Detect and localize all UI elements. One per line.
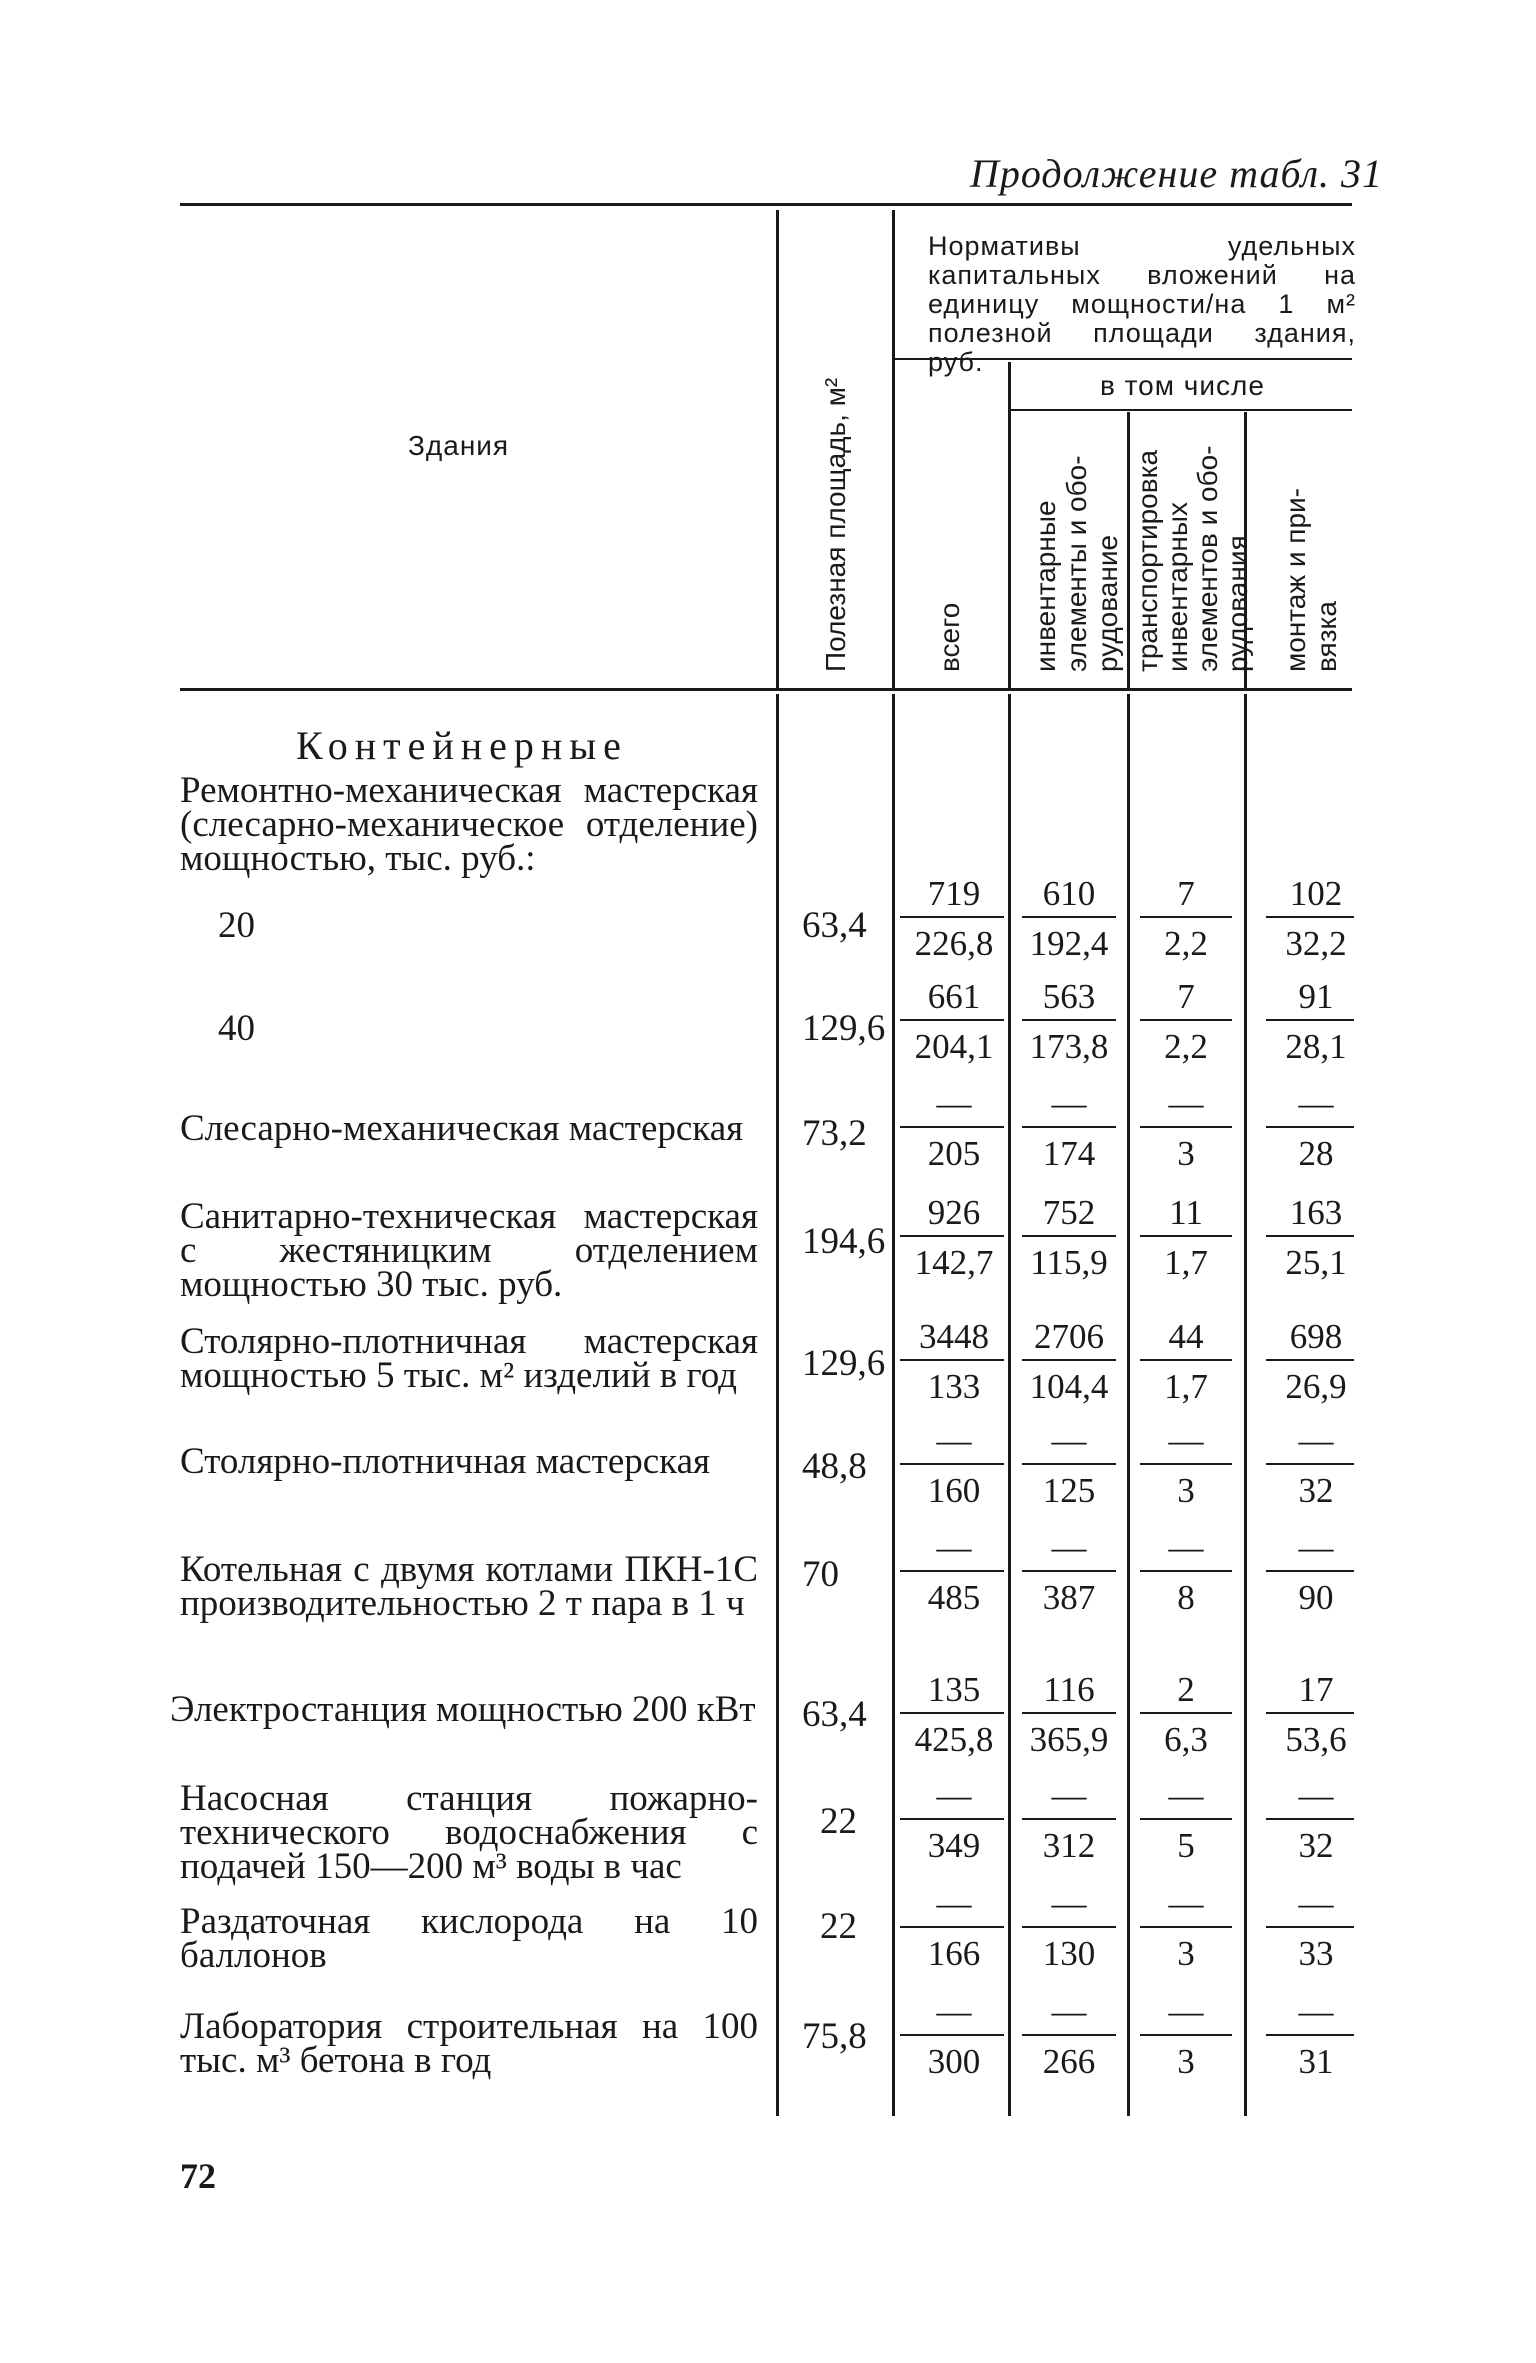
value-total-per-m2: 300 bbox=[927, 2042, 981, 2081]
value-transport-per-unit: 7 bbox=[1177, 977, 1195, 1016]
fraction-bar bbox=[1140, 1818, 1232, 1820]
value-mounting-per-m2: 33 bbox=[1298, 1934, 1334, 1973]
fraction-bar bbox=[1140, 1463, 1232, 1465]
value-mounting-per-m2: 32,2 bbox=[1285, 924, 1347, 963]
fraction-bar bbox=[1266, 1235, 1354, 1237]
value-total-per-m2: 142,7 bbox=[914, 1243, 994, 1282]
value-inventory-per-m2: 312 bbox=[1042, 1826, 1096, 1865]
capacity-label: 20 bbox=[218, 905, 255, 946]
fraction-bar bbox=[1022, 2034, 1116, 2036]
value-total-per-m2: 166 bbox=[927, 1934, 981, 1973]
value-inventory-per-unit: 563 bbox=[1042, 977, 1096, 1016]
value-mounting-per-m2: 53,6 bbox=[1285, 1720, 1347, 1759]
fraction-bar bbox=[1140, 2034, 1232, 2036]
value-transport-per-m2: 5 bbox=[1177, 1826, 1195, 1865]
value-inventory-per-unit: 610 bbox=[1042, 874, 1096, 913]
value-mounting-per-m2: 32 bbox=[1298, 1471, 1334, 1510]
fraction-bar bbox=[1266, 1570, 1354, 1572]
value-transport-per-m2: 3 bbox=[1177, 1134, 1195, 1173]
value-total-per-m2: 160 bbox=[927, 1471, 981, 1510]
column-header-inventory-1: инвентарные bbox=[1030, 500, 1061, 672]
value-mounting-per-unit: — bbox=[1298, 1084, 1334, 1123]
col-divider-transport bbox=[1127, 412, 1130, 688]
value-transport-per-unit: — bbox=[1168, 1084, 1204, 1123]
value-transport-per-unit: — bbox=[1168, 1992, 1204, 2031]
value-total-per-unit: — bbox=[936, 1084, 972, 1123]
value-mounting-per-unit: — bbox=[1298, 1776, 1334, 1815]
value-mounting-per-m2: 90 bbox=[1298, 1578, 1334, 1617]
table-caption: Продолжение табл. 31 bbox=[970, 151, 1384, 196]
fraction-bar bbox=[900, 1818, 1004, 1820]
useful-area: 129,6 bbox=[802, 1008, 886, 1049]
value-inventory-per-m2: 266 bbox=[1042, 2042, 1096, 2081]
value-total-per-unit: — bbox=[936, 1528, 972, 1567]
value-mounting-per-unit: — bbox=[1298, 1992, 1334, 2031]
fraction-bar bbox=[900, 1019, 1004, 1021]
value-mounting-per-m2: 26,9 bbox=[1285, 1367, 1347, 1406]
value-inventory-per-m2: 173,8 bbox=[1029, 1027, 1109, 1066]
value-inventory-per-m2: 192,4 bbox=[1029, 924, 1109, 963]
fraction-bar bbox=[900, 2034, 1004, 2036]
column-header-mounting-1: монтаж и при- bbox=[1280, 488, 1311, 672]
col-divider-total bbox=[892, 210, 895, 688]
value-total-per-unit: — bbox=[936, 1776, 972, 1815]
column-header-useful-area: Полезная площадь, м² bbox=[820, 377, 851, 672]
fraction-bar bbox=[1022, 1019, 1116, 1021]
useful-area: 63,4 bbox=[802, 905, 867, 946]
value-mounting-per-unit: 91 bbox=[1298, 977, 1334, 1016]
value-mounting-per-unit: 163 bbox=[1289, 1193, 1343, 1232]
value-inventory-per-m2: 104,4 bbox=[1029, 1367, 1109, 1406]
value-transport-per-unit: 11 bbox=[1169, 1193, 1203, 1232]
column-header-inventory-2: элементы и обо- bbox=[1061, 455, 1092, 672]
value-total-per-m2: 204,1 bbox=[914, 1027, 994, 1066]
fraction-bar bbox=[1140, 1235, 1232, 1237]
fraction-bar bbox=[1022, 916, 1116, 918]
useful-area: 48,8 bbox=[802, 1446, 867, 1487]
fraction-bar bbox=[1140, 1359, 1232, 1361]
building-name: Столярно-плотничная мастерская bbox=[180, 1441, 711, 1482]
fraction-bar bbox=[900, 916, 1004, 918]
fraction-bar bbox=[1022, 1463, 1116, 1465]
column-header-including: в том числе bbox=[1100, 370, 1265, 401]
value-mounting-per-unit: 102 bbox=[1289, 874, 1343, 913]
value-total-per-m2: 485 bbox=[927, 1578, 981, 1617]
fraction-bar bbox=[900, 1359, 1004, 1361]
fraction-bar bbox=[1022, 1235, 1116, 1237]
fraction-bar bbox=[1266, 1818, 1354, 1820]
useful-area: 70 bbox=[802, 1554, 839, 1595]
value-mounting-per-m2: 25,1 bbox=[1285, 1243, 1347, 1282]
fraction-bar bbox=[1022, 1712, 1116, 1714]
fraction-bar bbox=[1140, 916, 1232, 918]
value-total-per-unit: 3448 bbox=[919, 1317, 989, 1356]
column-header-buildings: Здания bbox=[408, 430, 510, 461]
page-number: 72 bbox=[180, 2156, 216, 2196]
value-inventory-per-unit: 116 bbox=[1043, 1670, 1095, 1709]
value-mounting-per-m2: 28 bbox=[1298, 1134, 1334, 1173]
value-transport-per-m2: 3 bbox=[1177, 2042, 1195, 2081]
value-total-per-unit: 926 bbox=[927, 1193, 981, 1232]
useful-area: 22 bbox=[820, 1801, 857, 1842]
column-header-transport-1: транспортировка bbox=[1132, 449, 1163, 672]
useful-area: 22 bbox=[820, 1906, 857, 1947]
building-name: Слесарно-механическая мастерская bbox=[180, 1108, 744, 1149]
value-inventory-per-unit: — bbox=[1051, 1884, 1087, 1923]
fraction-bar bbox=[1266, 1359, 1354, 1361]
column-header-norms: Нормативы удельных капитальных вложений на единицу мощности/на 1 м² полезной площади здания, руб. bbox=[928, 231, 1356, 377]
value-total-per-unit: 661 bbox=[927, 977, 981, 1016]
fraction-bar bbox=[1266, 1712, 1354, 1714]
column-header-inventory-3: рудование bbox=[1092, 534, 1123, 672]
value-transport-per-unit: 44 bbox=[1168, 1317, 1204, 1356]
building-name: Насосная станция пожарно-технического водоснабжения с подачей 150—200 м³ воды в час bbox=[180, 1778, 758, 1887]
fraction-bar bbox=[900, 1463, 1004, 1465]
value-transport-per-unit: 2 bbox=[1177, 1670, 1195, 1709]
value-inventory-per-m2: 125 bbox=[1042, 1471, 1096, 1510]
value-transport-per-unit: 7 bbox=[1177, 874, 1195, 913]
value-inventory-per-unit: 2706 bbox=[1034, 1317, 1104, 1356]
value-mounting-per-unit: 17 bbox=[1298, 1670, 1334, 1709]
column-header-transport-4: рудования bbox=[1222, 535, 1253, 672]
building-name: Ремонтно-механическая мастерская (слесарно-механическое отделение) мощностью, тыс. руб.: bbox=[180, 770, 758, 879]
table-top-rule bbox=[180, 203, 1352, 206]
capacity-label: 40 bbox=[218, 1008, 255, 1049]
fraction-bar bbox=[900, 1126, 1004, 1128]
value-total-per-unit: — bbox=[936, 1884, 972, 1923]
value-total-per-unit: — bbox=[936, 1421, 972, 1460]
fraction-bar bbox=[1022, 1570, 1116, 1572]
value-total-per-m2: 425,8 bbox=[914, 1720, 994, 1759]
value-inventory-per-m2: 130 bbox=[1042, 1934, 1096, 1973]
fraction-bar bbox=[1022, 1926, 1116, 1928]
value-inventory-per-unit: — bbox=[1051, 1421, 1087, 1460]
fraction-bar bbox=[1266, 916, 1354, 918]
value-transport-per-m2: 1,7 bbox=[1164, 1367, 1208, 1406]
value-mounting-per-m2: 32 bbox=[1298, 1826, 1334, 1865]
value-total-per-unit: — bbox=[936, 1992, 972, 2031]
header-rule-including bbox=[1008, 409, 1352, 411]
fraction-bar bbox=[1140, 1712, 1232, 1714]
useful-area: 194,6 bbox=[802, 1221, 886, 1262]
building-name: Столярно-плотничная мастерская мощностью 5 тыс. м² изделий в год bbox=[180, 1321, 758, 1396]
col-divider-area bbox=[776, 210, 779, 688]
value-transport-per-m2: 8 bbox=[1177, 1578, 1195, 1617]
column-header-mounting-2: вязка bbox=[1311, 601, 1342, 672]
fraction-bar bbox=[900, 1570, 1004, 1572]
value-inventory-per-unit: — bbox=[1051, 1992, 1087, 2031]
value-transport-per-unit: — bbox=[1168, 1776, 1204, 1815]
fraction-bar bbox=[1266, 1126, 1354, 1128]
useful-area: 73,2 bbox=[802, 1113, 867, 1154]
value-transport-per-m2: 6,3 bbox=[1164, 1720, 1208, 1759]
building-name: Санитарно-техническая мастерская с жестяницким отделением мощностью 30 тыс. руб. bbox=[180, 1196, 758, 1305]
useful-area: 129,6 bbox=[802, 1343, 886, 1384]
value-total-per-unit: 135 bbox=[927, 1670, 981, 1709]
useful-area: 63,4 bbox=[802, 1694, 867, 1735]
value-transport-per-unit: — bbox=[1168, 1421, 1204, 1460]
fraction-bar bbox=[1140, 1926, 1232, 1928]
value-mounting-per-unit: — bbox=[1298, 1528, 1334, 1567]
value-inventory-per-unit: — bbox=[1051, 1528, 1087, 1567]
column-header-transport-2: инвентарных bbox=[1162, 502, 1193, 672]
value-inventory-per-m2: 387 bbox=[1042, 1578, 1096, 1617]
value-total-per-m2: 133 bbox=[927, 1367, 981, 1406]
value-total-per-m2: 349 bbox=[927, 1826, 981, 1865]
fraction-bar bbox=[900, 1926, 1004, 1928]
fraction-bar bbox=[900, 1235, 1004, 1237]
fraction-bar bbox=[900, 1712, 1004, 1714]
value-inventory-per-unit: — bbox=[1051, 1776, 1087, 1815]
body-divider-area bbox=[776, 694, 779, 2116]
column-header-transport-3: элементов и обо- bbox=[1192, 445, 1223, 672]
value-transport-per-m2: 3 bbox=[1177, 1471, 1195, 1510]
fraction-bar bbox=[1022, 1818, 1116, 1820]
fraction-bar bbox=[1140, 1570, 1232, 1572]
fraction-bar bbox=[1266, 1019, 1354, 1021]
fraction-bar bbox=[1266, 2034, 1354, 2036]
column-header-total: всего bbox=[934, 602, 965, 672]
value-inventory-per-unit: 752 bbox=[1042, 1193, 1096, 1232]
value-mounting-per-unit: — bbox=[1298, 1421, 1334, 1460]
section-heading: Контейнерные bbox=[296, 723, 628, 768]
building-name: Электростанция мощностью 200 кВт bbox=[170, 1689, 756, 1730]
fraction-bar bbox=[1266, 1926, 1354, 1928]
value-transport-per-m2: 2,2 bbox=[1164, 924, 1208, 963]
header-bottom-rule bbox=[180, 688, 1352, 691]
useful-area: 75,8 bbox=[802, 2016, 867, 2057]
value-mounting-per-m2: 31 bbox=[1298, 2042, 1334, 2081]
value-transport-per-unit: — bbox=[1168, 1528, 1204, 1567]
value-transport-per-m2: 2,2 bbox=[1164, 1027, 1208, 1066]
value-transport-per-m2: 1,7 bbox=[1164, 1243, 1208, 1282]
value-mounting-per-m2: 28,1 bbox=[1285, 1027, 1347, 1066]
fraction-bar bbox=[1022, 1126, 1116, 1128]
value-total-per-m2: 226,8 bbox=[914, 924, 994, 963]
value-transport-per-m2: 3 bbox=[1177, 1934, 1195, 1973]
fraction-bar bbox=[1266, 1463, 1354, 1465]
fraction-bar bbox=[1140, 1019, 1232, 1021]
value-mounting-per-unit: 698 bbox=[1289, 1317, 1343, 1356]
value-inventory-per-m2: 115,9 bbox=[1030, 1243, 1108, 1282]
building-name: Лаборатория строительная на 100 тыс. м³ бетона в год bbox=[180, 2006, 758, 2081]
value-mounting-per-unit: — bbox=[1298, 1884, 1334, 1923]
value-total-per-m2: 205 bbox=[927, 1134, 981, 1173]
value-inventory-per-unit: — bbox=[1051, 1084, 1087, 1123]
value-inventory-per-m2: 365,9 bbox=[1029, 1720, 1109, 1759]
building-name: Раздаточная кислорода на 10 баллонов bbox=[180, 1901, 758, 1976]
value-inventory-per-m2: 174 bbox=[1042, 1134, 1096, 1173]
building-name: Котельная с двумя котлами ПКН-1С производительностью 2 т пара в 1 ч bbox=[180, 1549, 758, 1624]
value-total-per-unit: 719 bbox=[927, 874, 981, 913]
fraction-bar bbox=[1022, 1359, 1116, 1361]
fraction-bar bbox=[1140, 1126, 1232, 1128]
value-transport-per-unit: — bbox=[1168, 1884, 1204, 1923]
